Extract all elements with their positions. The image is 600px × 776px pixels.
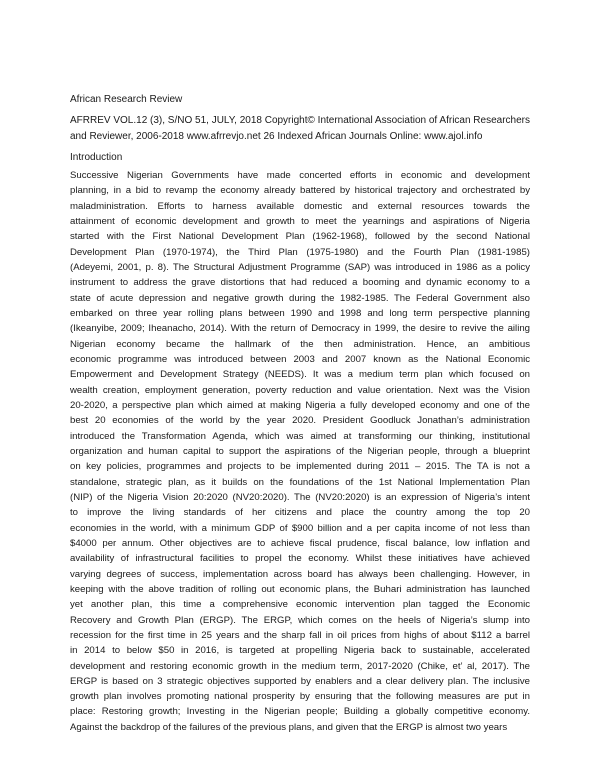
body-line: state of acute depression and negative growth during the 1982-1985. The Federal Government also: [70, 292, 530, 304]
body-line: (Adeyemi, 2001, p. 8). The Structural Adjustment Programme (SAP) was introduced in 1986 as a policy: [70, 261, 530, 273]
body-line: keeping with the above tradition of rolling out economic plans, the Buhari administration has launched: [70, 583, 530, 595]
body-paragraph: [70, 168, 530, 735]
body-line: economic programme was introduced between 2003 and 2007 known as the National Economic: [70, 353, 530, 365]
body-line: place: Restoring growth; Investing in the Nigerian people; Building a globally competitive economy.: [70, 706, 530, 718]
body-line: Recovery and Growth Plan (ERGP). The ERGP, which comes on the heels of Nigeria’s slump into: [70, 614, 530, 626]
citation-line: AFRREV VOL.12 (3), S/NO 51, JULY, 2018 Copyright© International Association of African Researchers: [70, 115, 530, 126]
body-line: ERGP is based on 3 strategic objectives supported by enablers and a clear delivery plan. The inclusive: [70, 675, 530, 687]
citation-block: [70, 113, 530, 145]
body-line: planning, in a bid to revamp the economy already battered by historical trajectory and orchestrated by: [70, 185, 530, 197]
body-line: $4000 per annum. Other objectives are to achieve fiscal prudence, fiscal balance, low inflation and: [70, 537, 530, 549]
body-line: Empowerment and Development Strategy (NEEDS). It was a medium term plan which focused on: [70, 369, 530, 381]
body-line: started with the First National Development Plan (1962-1968), followed by the second National: [70, 231, 530, 243]
body-line: Successive Nigerian Governments have made concerted efforts in economic and development: [70, 170, 530, 181]
body-line: varying degrees of success, implementation across board has always been challenging. However, in: [70, 568, 530, 580]
body-line: in 2014 to below $50 in 2016, is targeted at propelling Nigeria back to sustainable, accelerated: [70, 645, 530, 657]
body-line: wealth creation, employment generation, poverty reduction and value orientation. Next was the Vision: [70, 384, 530, 396]
body-line: introduced the Transformation Agenda, which was aimed at transforming our thinking, institutional: [70, 430, 530, 442]
body-line: economies in the world, with a minimum GDP of $900 billion and a per capita income of not less than: [70, 522, 530, 534]
body-line: embarked on three year rolling plans between 1990 and 1998 and long term perspective planning: [70, 307, 530, 319]
body-line: yet another plan, this time a comprehensive economic intervention plan tagged the Economic: [70, 599, 530, 611]
body-line: growth plan involves promoting national prosperity by ensuring that the following measures are put in: [70, 691, 530, 703]
body-line: to improve the living standards of her citizens and place the country among the top 20: [70, 507, 530, 519]
body-line: standalone, strategic plan, as it builds on the foundations of the 1st National Implementation Plan: [70, 476, 530, 488]
body-line: attainment of economic development and growth to meet the yearnings and aspirations of Nigeria: [70, 215, 530, 227]
body-line: availability of infrastructural facilities to propel the economy. Whilst these initiatives have achieved: [70, 553, 530, 565]
body-line: Development Plan (1970-1974), the Third Plan (1975-1980) and the Fourth Plan (1981-1985): [70, 246, 530, 258]
body-line: Against the backdrop of the failures of the previous plans, and given that the ERGP is almost two years: [70, 721, 508, 733]
body-line: organization and human capital to support the aspirations of the Nigerian people, through a blueprint: [70, 445, 530, 457]
body-line: development and restoring economic growth in the medium term, 2017-2020 (Chike, et’ al, 2017). The: [70, 660, 530, 672]
journal-title: African Research Review: [70, 94, 183, 105]
body-line: 20-2020, a perspective plan which aimed at making Nigeria a fully developed economy and one of the: [70, 399, 530, 411]
body-line: (NIP) of the Nigeria Vision 20:2020 (NV20:2020). The (NV20:2020) is an expression of Nigeria’s intent: [70, 491, 530, 503]
body-line: maladministration. Efforts to harness available domestic and external resources towards the: [70, 200, 530, 212]
citation-line: and Reviewer, 2006-2018 www.afrrevjo.net 26 Indexed African Journals Online: www.ajol.info: [70, 131, 483, 142]
body-line: instrument to address the grave distortions that had reduced a booming and dynamic economy to a: [70, 277, 530, 289]
body-line: on key policies, programmes and projects to be implemented during 2011 – 2015. The TA is not a: [70, 461, 530, 473]
section-heading: Introduction: [70, 152, 123, 163]
body-line: (Ikeanyibe, 2009; Iheanacho, 2014). With the return of Democracy in 1999, the desire to revive the ailing: [70, 323, 530, 335]
body-line: best 20 economies of the world by the year 2020. President Goodluck Jonathan’s administration: [70, 415, 530, 427]
body-line: Nigerian economy became the hallmark of the then administration. Hence, an ambitious: [70, 338, 530, 350]
body-line: recession for the first time in 25 years and the sharp fall in oil prices from highs of about $112 a barrel: [70, 629, 530, 641]
